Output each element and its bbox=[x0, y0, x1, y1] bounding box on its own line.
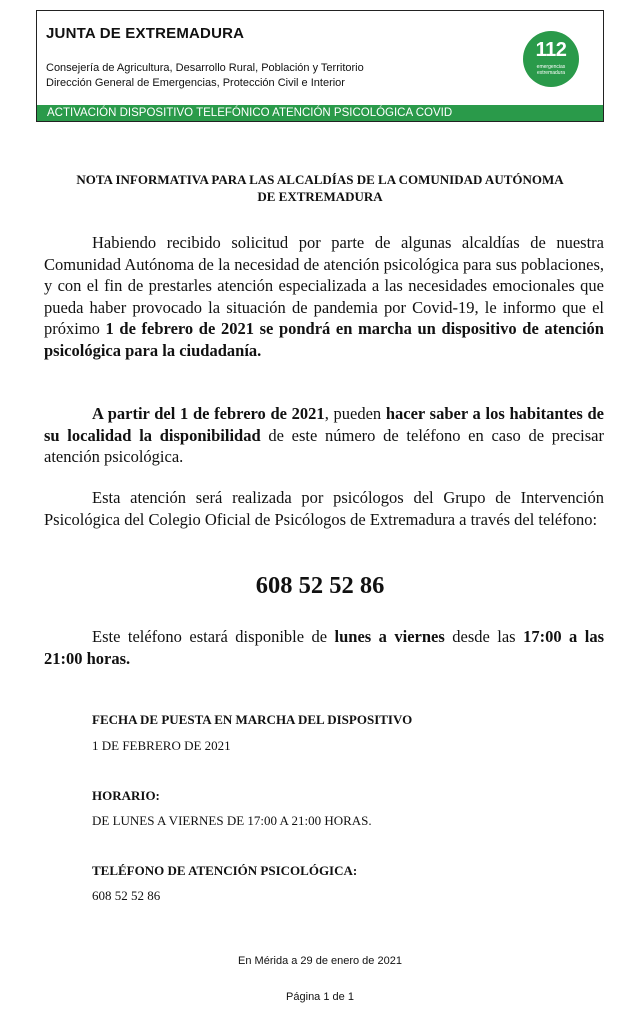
department-lines bbox=[46, 61, 364, 91]
title-line-1: NOTA INFORMATIVA PARA LAS ALCALDÍAS DE LA COMUNIDAD AUTÓNOMA bbox=[76, 172, 564, 187]
title-line-2: DE EXTREMADURA bbox=[257, 189, 383, 204]
page-number: Página 1 de 1 bbox=[286, 991, 354, 1003]
department-line-1: Consejería de Agricultura, Desarrollo Rural, Población y Territorio bbox=[46, 62, 364, 74]
document-header bbox=[36, 10, 604, 122]
logo-subtitle bbox=[523, 64, 579, 76]
paragraph-schedule bbox=[44, 626, 604, 669]
org-name: JUNTA DE EXTREMADURA bbox=[46, 25, 245, 42]
schedule-bold-2: 17:00 a las 21:00 horas. bbox=[44, 627, 604, 668]
emergencias-112-logo bbox=[523, 31, 579, 87]
psychologists-text: Esta atención será realizada por psicólogos del Grupo de Intervención Psicológica del Colegio Oficial de Psicólogos de Extremadura a través del teléfono: bbox=[44, 488, 604, 529]
schedule-bold-1: lunes a viernes bbox=[334, 627, 445, 646]
availability-bold-1: A partir del 1 de febrero de 2021 bbox=[92, 404, 325, 423]
logo-subtitle-line-2: extremadura bbox=[536, 70, 566, 76]
paragraph-intro bbox=[44, 232, 604, 361]
paragraph-availability bbox=[44, 403, 604, 468]
fecha-label: FECHA DE PUESTA EN MARCHA DEL DISPOSITIVO bbox=[92, 712, 413, 727]
telefono-value: 608 52 52 86 bbox=[92, 888, 161, 903]
fecha-value: 1 DE FEBRERO DE 2021 bbox=[92, 738, 231, 753]
horario-value: DE LUNES A VIERNES DE 17:00 A 21:00 HORAS. bbox=[92, 813, 372, 828]
schedule-text-1: Este teléfono estará disponible de bbox=[92, 627, 335, 646]
paragraph-psychologists bbox=[44, 487, 604, 530]
phone-number-large: 608 52 52 86 bbox=[255, 572, 385, 599]
availability-text-1: , pueden bbox=[324, 404, 386, 423]
intro-text: Habiendo recibido solicitud por parte de algunas alcaldías de nuestra Comunidad Autónoma de la necesidad de atención psicológica para sus poblaciones, y con el fin de prestarles atención especializada a las necesidades emocionales que pueda haber provocado la situación de pandemia por Covid-19, le informo que el próximo bbox=[44, 233, 604, 338]
availability-bold-2: hacer saber a los habitantes de su localidad la disponibilidad bbox=[44, 404, 604, 445]
telefono-label: TELÉFONO DE ATENCIÓN PSICOLÓGICA: bbox=[92, 863, 358, 878]
schedule-text-2: desde las bbox=[444, 627, 524, 646]
department-line-2: Dirección General de Emergencias, Protección Civil e Interior bbox=[46, 77, 345, 89]
availability-text-2: de este número de teléfono en caso de precisar atención psicológica. bbox=[44, 425, 604, 466]
header-banner: ACTIVACIÓN DISPOSITIVO TELEFÓNICO ATENCIÓN PSICOLÓGICA COVID bbox=[37, 105, 603, 121]
place-date: En Mérida a 29 de enero de 2021 bbox=[238, 955, 402, 967]
document-title bbox=[44, 171, 596, 205]
logo-subtitle-line-1: emergencias bbox=[536, 64, 566, 70]
intro-bold: 1 de febrero de 2021 se pondrá en marcha un dispositivo de atención psicológica para la ciudadanía. bbox=[44, 319, 604, 360]
logo-number: 112 bbox=[535, 39, 567, 61]
horario-label: HORARIO: bbox=[92, 788, 160, 803]
